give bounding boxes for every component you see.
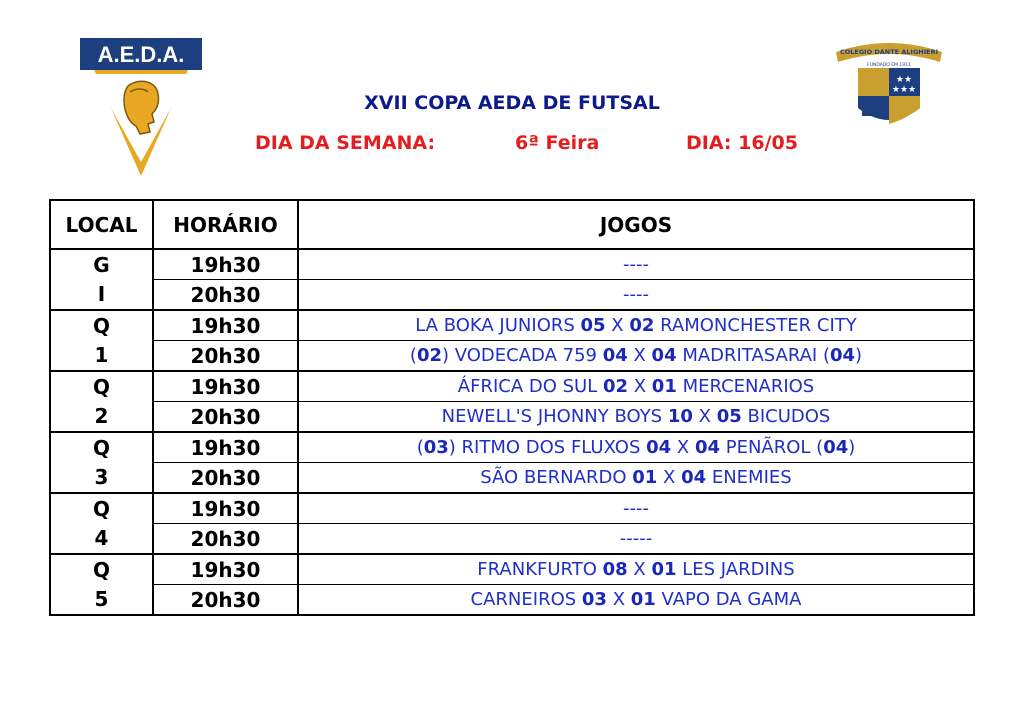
local-cell: Q bbox=[50, 310, 153, 341]
game-text: X bbox=[657, 467, 682, 488]
table-row bbox=[50, 585, 974, 616]
game-text: ) RITMO DOS FLUXOS bbox=[448, 437, 647, 458]
svg-text:★★★: ★★★ bbox=[891, 85, 917, 95]
table-row bbox=[50, 341, 974, 372]
score-value: 04 bbox=[823, 437, 849, 458]
score-value: 08 bbox=[602, 559, 628, 580]
local-cell: Q bbox=[50, 371, 153, 402]
table-row bbox=[50, 463, 974, 494]
game-text: CARNEIROS bbox=[470, 589, 582, 610]
game-text: ---- bbox=[623, 284, 649, 305]
game-text: X bbox=[627, 559, 652, 580]
game-text: NEWELL'S JHONNY BOYS bbox=[441, 406, 668, 427]
game-cell bbox=[298, 524, 974, 555]
colegio-dante-logo bbox=[832, 36, 946, 132]
local-cell: G bbox=[50, 249, 153, 280]
score-value: 02 bbox=[602, 376, 629, 397]
table-row bbox=[50, 249, 974, 280]
score-value: 01 bbox=[632, 467, 658, 488]
game-text: X bbox=[627, 345, 652, 366]
game-text: LES JARDINS bbox=[676, 559, 795, 580]
score-value: 02 bbox=[416, 345, 443, 366]
horario-cell: 20h30 bbox=[153, 585, 298, 616]
horario-cell: 20h30 bbox=[153, 402, 298, 433]
weekday-value: 6ª Feira bbox=[515, 132, 600, 154]
table-row bbox=[50, 402, 974, 433]
date-label: DIA: 16/05 bbox=[686, 132, 798, 154]
header-local: LOCAL bbox=[50, 200, 153, 249]
score-value: 04 bbox=[646, 437, 672, 458]
local-cell: 4 bbox=[50, 524, 153, 555]
game-cell bbox=[298, 310, 974, 341]
game-text: ----- bbox=[619, 528, 653, 549]
horario-cell: 20h30 bbox=[153, 463, 298, 494]
local-cell: Q bbox=[50, 432, 153, 463]
table-row bbox=[50, 371, 974, 402]
table-row bbox=[50, 432, 974, 463]
game-cell bbox=[298, 280, 974, 311]
aeda-logo-text: A.E.D.A. bbox=[97, 42, 185, 67]
colegio-logo-subtext: FUNDADO EM 1911 bbox=[867, 63, 911, 68]
table-row bbox=[50, 493, 974, 524]
game-cell bbox=[298, 554, 974, 585]
horario-cell: 19h30 bbox=[153, 554, 298, 585]
game-text: ) bbox=[848, 437, 856, 458]
local-cell: Q bbox=[50, 493, 153, 524]
table-row bbox=[50, 554, 974, 585]
table-row bbox=[50, 310, 974, 341]
horario-cell: 19h30 bbox=[153, 432, 298, 463]
game-text: ( bbox=[409, 345, 417, 366]
game-text: ( bbox=[416, 437, 424, 458]
table-header-row bbox=[50, 200, 974, 249]
score-value: 04 bbox=[694, 437, 721, 458]
game-text: ---- bbox=[623, 254, 649, 275]
game-text: X bbox=[605, 315, 630, 336]
game-cell bbox=[298, 341, 974, 372]
score-value: 04 bbox=[651, 345, 677, 366]
local-cell: 2 bbox=[50, 402, 153, 433]
games-table bbox=[49, 199, 975, 616]
score-value: 04 bbox=[602, 345, 628, 366]
horario-cell: 19h30 bbox=[153, 493, 298, 524]
game-cell bbox=[298, 402, 974, 433]
score-value: 01 bbox=[630, 589, 656, 610]
game-text: BICUDOS bbox=[741, 406, 831, 427]
horario-cell: 19h30 bbox=[153, 310, 298, 341]
score-value: 01 bbox=[651, 559, 677, 580]
score-value: 01 bbox=[651, 376, 677, 397]
game-text: MERCENARIOS bbox=[676, 376, 815, 397]
colegio-logo-text: COLEGIO DANTE ALIGHIERI bbox=[839, 48, 939, 56]
horario-cell: 20h30 bbox=[153, 524, 298, 555]
score-value: 04 bbox=[829, 345, 856, 366]
game-text: SÃO BERNARDO bbox=[480, 467, 633, 488]
score-value: 02 bbox=[629, 315, 655, 336]
local-cell: 3 bbox=[50, 463, 153, 494]
game-text: X bbox=[606, 589, 631, 610]
weekday-label: DIA DA SEMANA: bbox=[255, 132, 436, 154]
game-cell bbox=[298, 249, 974, 280]
game-cell bbox=[298, 493, 974, 524]
game-text: ENEMIES bbox=[706, 467, 792, 488]
game-text: X bbox=[628, 376, 652, 397]
game-text: X bbox=[692, 406, 717, 427]
game-cell bbox=[298, 432, 974, 463]
header-horario: HORÁRIO bbox=[153, 200, 298, 249]
horario-cell: 20h30 bbox=[153, 280, 298, 311]
local-cell: 5 bbox=[50, 585, 153, 616]
game-text: RAMONCHESTER CITY bbox=[654, 315, 857, 336]
game-cell bbox=[298, 463, 974, 494]
header-jogos: JOGOS bbox=[298, 200, 974, 249]
game-text: VAPO DA GAMA bbox=[655, 589, 802, 610]
game-text: MADRITASARAI ( bbox=[676, 345, 830, 366]
title-text: XVII COPA AEDA DE FUTSAL bbox=[364, 92, 660, 114]
table-row bbox=[50, 524, 974, 555]
game-cell bbox=[298, 371, 974, 402]
local-cell: I bbox=[50, 280, 153, 311]
horario-cell: 20h30 bbox=[153, 341, 298, 372]
score-value: 03 bbox=[423, 437, 449, 458]
game-text: LA BOKA JUNIORS bbox=[415, 315, 581, 336]
game-cell bbox=[298, 585, 974, 616]
score-value: 03 bbox=[581, 589, 607, 610]
local-cell: 1 bbox=[50, 341, 153, 372]
svg-text:★★: ★★ bbox=[895, 75, 913, 85]
page-title bbox=[0, 92, 1024, 114]
game-text: X bbox=[671, 437, 695, 458]
game-text: ---- bbox=[623, 498, 649, 519]
score-value: 05 bbox=[580, 315, 606, 336]
score-value: 05 bbox=[716, 406, 742, 427]
table-row bbox=[50, 280, 974, 311]
game-text: ) bbox=[855, 345, 863, 366]
game-text: ÁFRICA DO SUL bbox=[457, 376, 603, 397]
local-cell: Q bbox=[50, 554, 153, 585]
score-value: 10 bbox=[667, 406, 693, 427]
game-text: FRANKFURTO bbox=[477, 559, 603, 580]
horario-cell: 19h30 bbox=[153, 371, 298, 402]
game-text: ) VODECADA 759 bbox=[442, 345, 603, 366]
score-value: 04 bbox=[681, 467, 707, 488]
game-text: PENÃROL ( bbox=[720, 437, 824, 458]
horario-cell: 19h30 bbox=[153, 249, 298, 280]
